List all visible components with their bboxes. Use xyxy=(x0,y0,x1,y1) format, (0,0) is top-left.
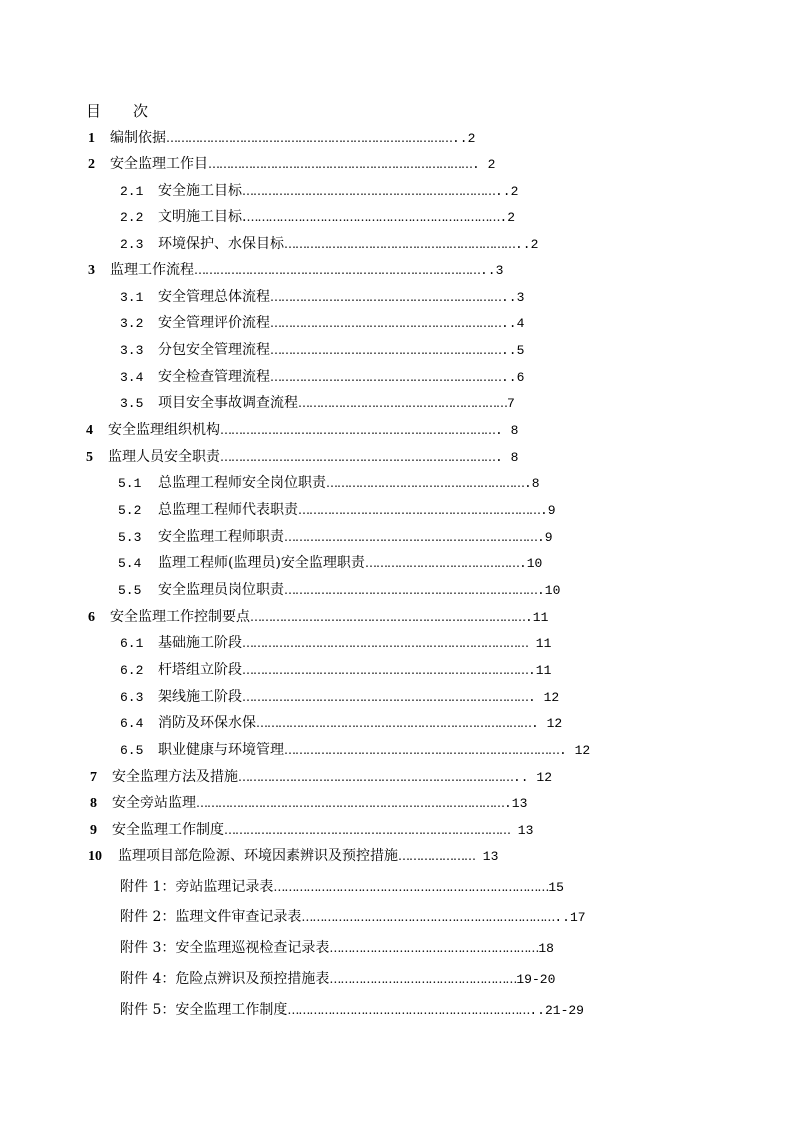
toc-entry-number: 5 xyxy=(86,450,93,465)
toc-entry-label: 附件 4：危险点辨识及预控措施表 xyxy=(120,971,330,987)
toc-entry-leader: ………………………………………………………………… xyxy=(284,743,559,757)
toc-entry-leader: ………………………………………………………………………… xyxy=(196,796,504,810)
toc-entry xyxy=(120,999,600,1021)
toc-entry-number: 8 xyxy=(90,796,97,811)
toc-entry-number: 3.2 xyxy=(120,316,144,331)
toc-entry-label: 安全监理工作制度 xyxy=(112,822,224,838)
toc-entry-label: 安全监理员岗位职责 xyxy=(158,582,284,598)
toc-entry xyxy=(90,792,600,814)
toc-entry-label: 分包安全管理流程 xyxy=(158,342,270,358)
toc-entry-page: . 12 xyxy=(528,690,560,705)
toc-entry-leader: ………………………………………………………………… xyxy=(256,716,531,730)
toc-entry-label: 安全检查管理流程 xyxy=(158,369,270,385)
toc-entry-leader: ………………………………………………………………… xyxy=(273,880,549,894)
toc-entry-number: 10 xyxy=(88,849,102,864)
toc-entry-leader: ………………………………………………………………… xyxy=(238,770,513,784)
toc-entry-label: 安全管理总体流程 xyxy=(158,289,270,305)
toc-entry-page: ..21-29 xyxy=(529,1003,584,1018)
toc-entry-leader: …………………………………………………………… xyxy=(284,583,537,597)
toc-entry-label: 总监理工程师代表职责 xyxy=(158,502,298,518)
toc-entry xyxy=(120,968,600,990)
toc-entry-page: ..2 xyxy=(515,237,539,252)
toc-entry xyxy=(88,127,600,149)
toc-entry-label: 安全监理方法及措施 xyxy=(112,769,238,785)
toc-entry-leader: ………………………………………………… xyxy=(329,941,539,955)
toc-entry-leader: ……………………………………………………………… xyxy=(208,157,472,171)
toc-entry-number: 2 xyxy=(88,157,95,172)
toc-entry-page: .9 xyxy=(540,503,556,518)
toc-entry xyxy=(120,632,600,654)
toc-entry xyxy=(118,499,600,521)
toc-entry-label: 监理人员安全职责 xyxy=(108,449,220,465)
toc-entry-label: 总监理工程师安全岗位职责 xyxy=(158,475,326,491)
toc-entry-number: 3.1 xyxy=(120,290,144,305)
toc-entry-number: 5.4 xyxy=(118,556,142,571)
toc-entry-number: 4 xyxy=(86,423,93,438)
toc-entry-page: 11 xyxy=(528,636,552,651)
toc-entry-page: 19-20 xyxy=(516,972,556,987)
toc-entry-number: 1 xyxy=(88,131,95,146)
toc-entry-label: 环境保护、水保目标 xyxy=(158,236,284,252)
toc-entry-page: . 8 xyxy=(495,423,519,438)
toc-entry-number: 5.3 xyxy=(118,530,142,545)
toc-entry xyxy=(120,339,600,361)
toc-entry-leader: …………………………………………………………………… xyxy=(242,663,528,677)
toc-entry xyxy=(118,552,600,574)
toc-entry xyxy=(120,233,600,255)
toc-entry-page: .. 12 xyxy=(513,770,553,785)
toc-entry xyxy=(88,153,600,175)
toc-entry-number: 6.1 xyxy=(120,636,144,651)
toc-entry-label: 监理工作流程 xyxy=(110,262,194,278)
toc-entry-label: 安全管理评价流程 xyxy=(158,315,270,331)
toc-entry xyxy=(118,579,600,601)
toc-entry-page: .11 xyxy=(525,610,549,625)
toc-entry-page: . 12 xyxy=(531,716,563,731)
toc-entry-label: 附件 1：旁站监理记录表 xyxy=(120,879,274,895)
toc-entry-page: 13 xyxy=(510,823,534,838)
toc-entry-leader: ………………………………………………………………… xyxy=(250,610,525,624)
toc-entry xyxy=(120,206,600,228)
toc-entry-leader: …………………………………………………………… xyxy=(246,210,500,224)
toc-entry-label: 附件 5：安全监理工作制度 xyxy=(120,1002,288,1018)
toc-entry-label: 项目安全事故调查流程 xyxy=(158,395,298,411)
toc-entry-label: 职业健康与环境管理 xyxy=(158,742,284,758)
toc-entry-leader: ……………………………………………………… xyxy=(270,290,501,304)
toc-entry xyxy=(120,366,600,388)
toc-entry-page: .2 xyxy=(499,210,516,225)
toc-entry-number: 6 xyxy=(88,610,95,625)
toc-entry-label: 附件 2：监理文件审查记录表 xyxy=(120,909,302,925)
toc-entry xyxy=(88,259,600,281)
toc-entry-label: 安全旁站监理 xyxy=(112,795,196,811)
toc-entry-number: 2.3 xyxy=(120,237,144,252)
toc-entry xyxy=(86,419,600,441)
toc-title-char-2: 次 xyxy=(133,102,149,120)
toc-entry-leader: ………………………………………………… xyxy=(298,396,507,410)
toc-entry-leader: …………………………………………… xyxy=(329,972,517,986)
toc-entry-page: ..17 xyxy=(554,910,586,925)
toc-entry-number: 6.2 xyxy=(120,663,144,678)
toc-entry-number: 3.3 xyxy=(120,343,144,358)
toc-entry xyxy=(120,312,600,334)
toc-entry xyxy=(120,712,600,734)
toc-entry-leader: …………………………………… xyxy=(364,556,519,570)
toc-entry-page: .10 xyxy=(518,556,543,571)
toc-entry xyxy=(118,472,600,494)
toc-entry-page: . 12 xyxy=(559,743,591,758)
toc-entry xyxy=(86,446,600,468)
toc-entry-number: 6.3 xyxy=(120,690,144,705)
toc-entry xyxy=(90,819,600,841)
toc-entry-label: 安全监理工作目 xyxy=(110,156,208,172)
toc-entry-page: ..2 xyxy=(495,184,519,199)
toc-entry xyxy=(118,526,600,548)
toc-entry-number: 3.5 xyxy=(120,396,144,411)
toc-entry-label: 安全监理工程师职责 xyxy=(158,529,284,545)
toc-entry xyxy=(90,766,600,788)
toc-entry-page: 18 xyxy=(538,941,554,956)
toc-entry-number: 3 xyxy=(88,263,95,278)
toc-entry xyxy=(120,686,600,708)
toc-entry-label: 基础施工阶段 xyxy=(158,635,242,651)
toc-entry-label: 架线施工阶段 xyxy=(158,689,242,705)
toc-entry-leader: …………………………………………………………………… xyxy=(242,690,528,704)
toc-entry-leader: ……………………………………………………… xyxy=(270,316,501,330)
toc-entry xyxy=(88,845,600,867)
toc-entry-number: 3.4 xyxy=(120,370,144,385)
toc-entry-page: .11 xyxy=(528,663,552,678)
toc-entry-number: 6.5 xyxy=(120,743,144,758)
toc-entry-number: 5.5 xyxy=(118,583,142,598)
toc-entry xyxy=(120,180,600,202)
toc-entry-number: 5.1 xyxy=(118,476,142,491)
toc-entry xyxy=(120,937,600,959)
toc-entry-number: 6.4 xyxy=(120,716,144,731)
toc-entry-page: ..5 xyxy=(501,343,525,358)
toc-entry xyxy=(120,739,600,761)
toc-entry-leader: …………………………………………………………………… xyxy=(242,636,528,650)
toc-entry-label: 杆塔组立阶段 xyxy=(158,662,242,678)
toc-entry-page: .8 xyxy=(524,476,540,491)
toc-entry-label: 监理工程师(监理员)安全监理职责 xyxy=(158,555,365,571)
toc-entry-page: . 8 xyxy=(495,450,519,465)
toc-entry xyxy=(120,906,600,928)
toc-entry-number: 2.1 xyxy=(120,184,144,199)
toc-entry-leader: …………………………………………………………………… xyxy=(194,263,480,277)
toc-entry-label: 安全施工目标 xyxy=(158,183,242,199)
toc-entry-leader: ……………………………………………… xyxy=(326,476,524,490)
toc-entry-leader: …………………………………………………………………… xyxy=(224,823,510,837)
toc-entry-label: 附件 3：安全监理巡视检查记录表 xyxy=(120,940,330,956)
toc-entry-leader: ………………… xyxy=(398,849,475,863)
toc-entry xyxy=(120,286,600,308)
toc-entry-page: ..3 xyxy=(480,263,504,278)
toc-entry-number: 9 xyxy=(90,823,97,838)
toc-entry-page: .9 xyxy=(537,530,553,545)
toc-entry-leader: …………………………………………………………… xyxy=(284,530,537,544)
toc-entry-leader: ………………………………………………………………… xyxy=(220,423,495,437)
toc-entry-page: ..2 xyxy=(452,131,476,146)
toc-entry-leader: …………………………………………………………………… xyxy=(166,131,452,145)
toc-entry-page: 13 xyxy=(475,849,499,864)
toc-entry-page: ..6 xyxy=(501,370,525,385)
toc-entry-leader: ……………………………………………………… xyxy=(284,237,515,251)
toc-entry xyxy=(120,876,600,898)
toc-entry-page: ..3 xyxy=(501,290,525,305)
toc-entry-label: 编制依据 xyxy=(110,130,166,146)
toc-title-char-1: 目 xyxy=(86,102,102,120)
toc-entry-page: 7 xyxy=(507,396,515,411)
toc-entry-number: 2.2 xyxy=(120,210,144,225)
toc-entry-leader: ………………………………………………………… xyxy=(287,1003,530,1017)
toc-entry-label: 安全监理工作控制要点 xyxy=(110,609,250,625)
toc-entry-label: 安全监理组织机构 xyxy=(108,422,220,438)
toc-entry xyxy=(120,659,600,681)
toc-entry-leader: ……………………………………………………… xyxy=(270,370,501,384)
toc-entry-page: .13 xyxy=(504,796,528,811)
toc-entry-label: 文明施工目标. xyxy=(158,209,247,225)
toc-entry-page: 15 xyxy=(548,880,564,895)
toc-entry-leader: …………………………………………………………… xyxy=(242,184,495,198)
toc-entry-leader: ……………………………………………………… xyxy=(270,343,501,357)
toc-title xyxy=(86,100,148,121)
toc-entry-number: 5.2 xyxy=(118,503,142,518)
toc-entry-leader: …………………………………………………………… xyxy=(301,910,555,924)
toc-entry-page: ..4 xyxy=(501,316,525,331)
toc-entry-number: 7 xyxy=(90,770,97,785)
toc-entry-label: 消防及环保水保 xyxy=(158,715,256,731)
toc-entry xyxy=(88,606,600,628)
toc-entry-page: . 2 xyxy=(472,157,496,172)
toc-entry-label: 监理项目部危险源、环境因素辨识及预控措施 xyxy=(118,848,398,864)
toc-entry-page: .10 xyxy=(537,583,561,598)
toc-entry-leader: ………………………………………………………… xyxy=(298,503,540,517)
toc-entry-leader: ………………………………………………………………… xyxy=(220,450,495,464)
toc-entry xyxy=(120,392,600,414)
